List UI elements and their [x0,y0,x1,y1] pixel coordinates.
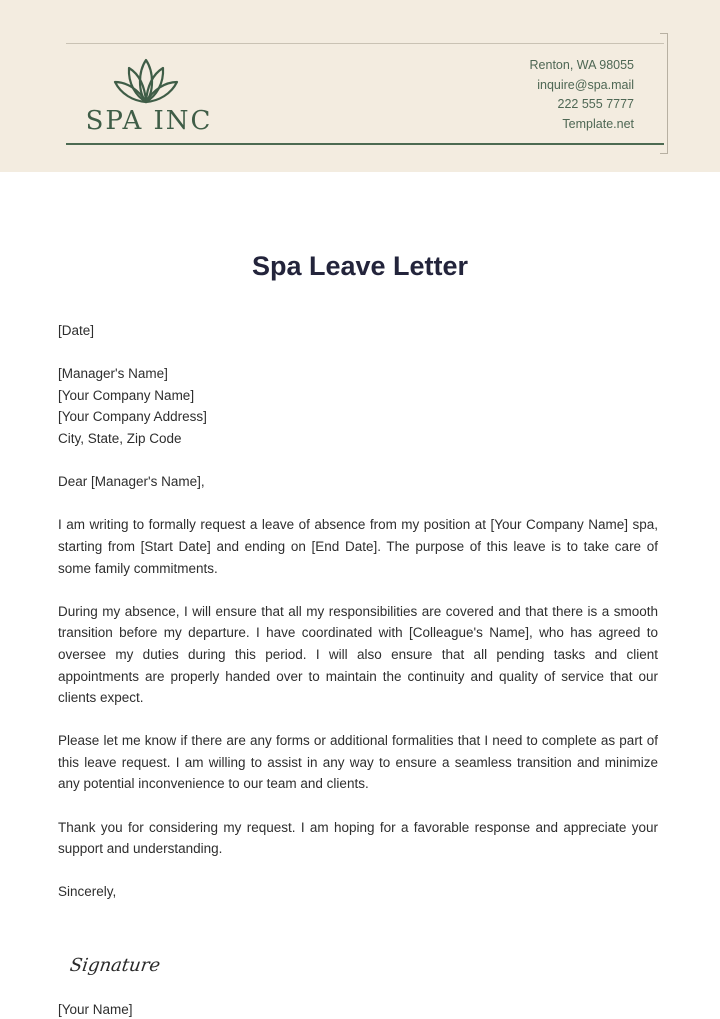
contact-address: Renton, WA 98055 [529,58,634,72]
paragraph-thanks: Thank you for considering my request. I am hoping for a favorable response and appreciate your support and understanding. [58,819,658,857]
letter-title: Spa Leave Letter [251,251,469,281]
contact-phone: 222 555 7777 [557,97,634,111]
header-bottom-rule [66,143,664,145]
sender-name: [Your Name] [58,1002,133,1017]
paragraph-coverage: During my absence, I will ensure that all my responsibilities are covered and that there is a smooth transition before my departure. I have coordinated with [Colleague's Name], who has agreed to oversee my duties during this period. I will also ensure that all pending tasks and client appointments are properly handed over to maintain the continuity and quality of service that our clients expect. [58,603,658,706]
closing: Sincerely, [58,884,117,900]
contact-block [530,56,634,134]
recipient-company: [Your Company Name] [58,387,195,403]
header-top-rule [66,43,664,44]
paragraph-request: I am writing to formally request a leave of absence from my position at [Your Company Name] spa, starting from [Start Date] and ending on [End Date]. The purpose of this leave is to take care of some family commitments. [58,517,658,576]
letterhead [0,0,720,172]
company-logo [84,56,214,136]
contact-website: Template.net [562,116,634,131]
signature: Signature [68,955,162,976]
letter-date: [Date] [58,323,95,338]
recipient-block [58,363,658,449]
letter-body [58,320,658,925]
recipient-name: [Manager's Name] [58,366,168,382]
lotus-icon [111,56,181,106]
recipient-address: [Your Company Address] [58,409,207,425]
paragraph-formalities: Please let me know if there are any forms or additional formalities that I need to complete as part of this leave request. I am willing to assist in any way to ensure a seamless transition and minimize any potential inconvenience to our team and clients. [58,733,658,792]
brand-name: SPA INC [85,106,213,136]
recipient-city: City, State, Zip Code [58,430,182,446]
contact-email: inquire@spa.mail [537,77,634,92]
salutation: Dear [Manager's Name], [58,474,205,490]
header-bracket [657,33,668,154]
